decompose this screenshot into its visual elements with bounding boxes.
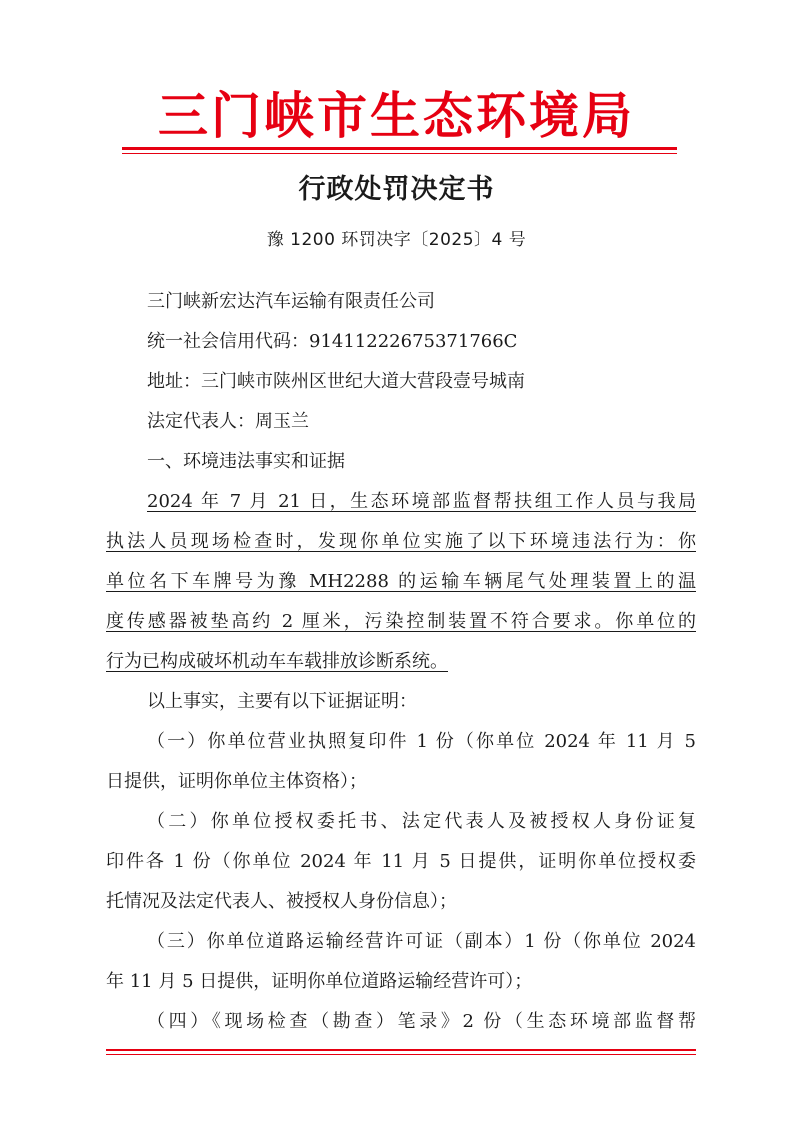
- facts-line: 执法人员现场检查时，发现你单位实施了以下环境违法行为：你: [106, 531, 696, 552]
- party-address: 地址：三门峡市陕州区世纪大道大营段壹号城南: [147, 371, 525, 392]
- evidence-line: 日提供，证明你单位主体资格）；: [106, 771, 367, 792]
- evidence-intro: 以上事实，主要有以下证据证明：: [147, 691, 417, 712]
- party-name: 三门峡新宏达汽车运输有限责任公司: [147, 291, 435, 312]
- header-title: 三门峡市生态环境局: [158, 86, 635, 145]
- evidence-line: （四）《现场检查（勘查）笔录》2 份（生态环境部监督帮: [147, 1011, 696, 1032]
- document-number: 豫 1200 环罚决字〔2025〕4 号: [266, 230, 527, 250]
- facts-line: 单位名下车牌号为豫 MH2288 的运输车辆尾气处理装置上的温: [106, 571, 696, 592]
- evidence-line: （一）你单位营业执照复印件 1 份（你单位 2024 年 11 月 5: [147, 731, 696, 752]
- header-rule-thin: [122, 153, 677, 154]
- section-heading: 一、环境违法事实和证据: [147, 451, 345, 472]
- facts-line: 行为已构成破坏机动车车载排放诊断系统。: [106, 651, 448, 672]
- facts-line: 2024 年 7 月 21 日，生态环境部监督帮扶组工作人员与我局: [147, 491, 696, 512]
- document-body: [106, 282, 696, 1042]
- evidence-line: （三）你单位道路运输经营许可证（副本）1 份（你单位 2024: [147, 931, 696, 952]
- footer-rule-thin: [106, 1054, 696, 1055]
- evidence-line: 印件各 1 份（你单位 2024 年 11 月 5 日提供，证明你单位授权委: [106, 851, 696, 872]
- legal-representative: 法定代表人：周玉兰: [147, 411, 309, 432]
- evidence-line: 托情况及法定代表人、被授权人身份信息）；: [106, 891, 457, 912]
- evidence-line: 年 11 月 5 日提供，证明你单位道路运输经营许可）；: [106, 971, 533, 992]
- facts-line: 度传感器被垫高约 2 厘米，污染控制装置不符合要求。你单位的: [106, 611, 696, 632]
- document-title: 行政处罚决定书: [298, 174, 495, 205]
- evidence-line: （二）你单位授权委托书、法定代表人及被授权人身份证复: [147, 811, 696, 832]
- credit-code: 统一社会信用代码：91411222675371766C: [147, 331, 518, 352]
- footer-rule-thick: [106, 1049, 696, 1051]
- header-rule-thick: [122, 147, 677, 150]
